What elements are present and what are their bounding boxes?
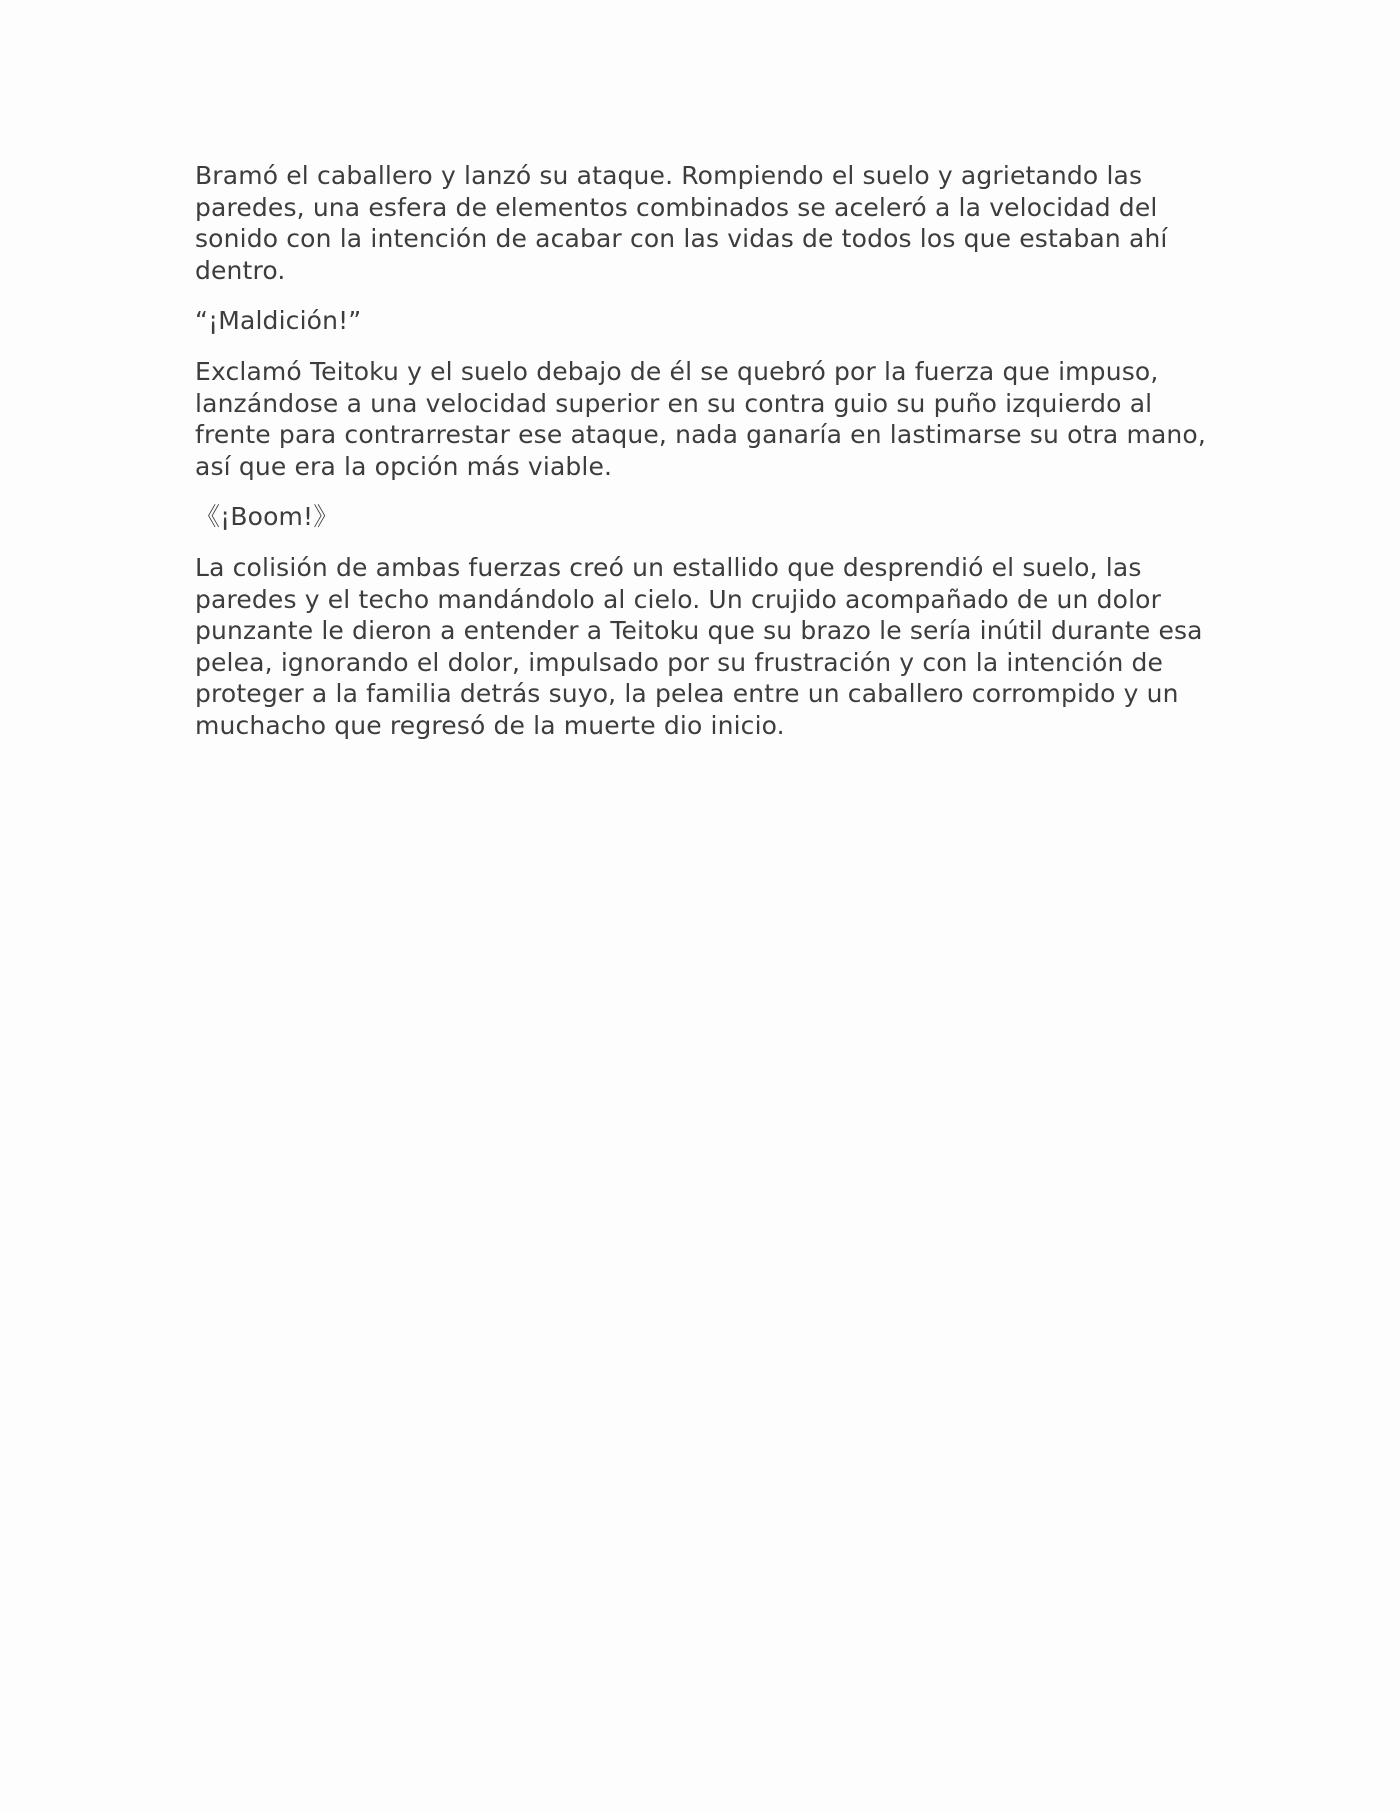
paragraph-dialogue-curse: “¡Maldición!”: [195, 306, 362, 336]
paragraph-narration-attack: Bramó el caballero y lanzó su ataque. Rompiendo el suelo y agrietando las paredes, una esfera de elementos combinados se aceleró a la velocidad del sonido con la intención de acabar con las vidas de todos los que estaban ahí dentro.: [195, 161, 1168, 285]
paragraph-narration-collision: La colisión de ambas fuerzas creó un estallido que desprendió el suelo, las paredes y el techo mandándolo al cielo. Un crujido acompañado de un dolor punzante le dieron a entender a Teitoku que su brazo le sería inútil durante esa pelea, ignorando el dolor, impulsado por su frustración y con la intención de proteger a la familia detrás suyo, la pelea entre un caballero corrompido y un muchacho que regresó de la muerte dio inicio.: [195, 552, 1203, 740]
paragraph-sound-effect: 《¡Boom!》: [195, 502, 339, 532]
document-body: [195, 160, 1225, 761]
paragraph-narration-teitoku: Exclamó Teitoku y el suelo debajo de él se quebró por la fuerza que impuso, lanzándose a una velocidad superior en su contra guio su puño izquierdo al frente para contrarrestar ese ataque, nada ganaría en lastimarse su otra mano, así que era la opción más viable.: [195, 356, 1206, 481]
